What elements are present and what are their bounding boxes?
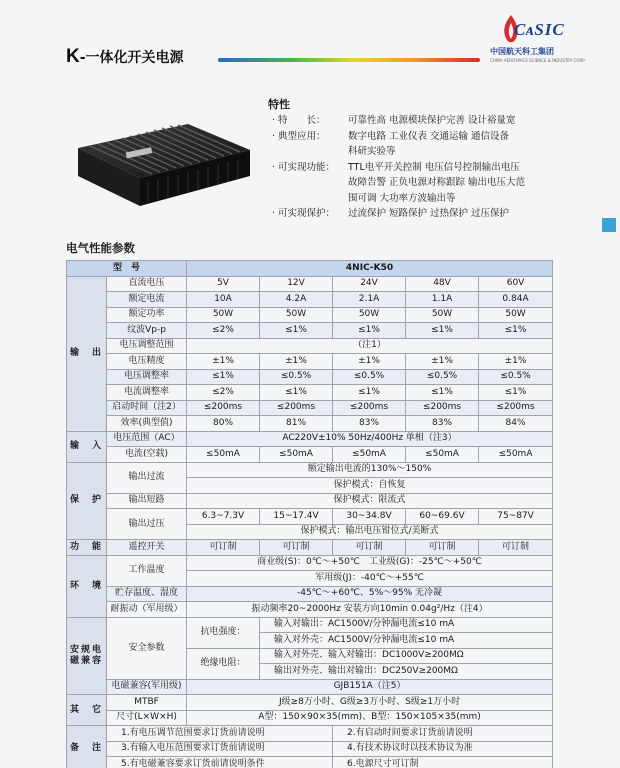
param-name: 输出过流 bbox=[107, 462, 187, 493]
group-other: 其 它 bbox=[67, 695, 107, 726]
note-item: 4.有技术协议时以技术协议为准 bbox=[333, 741, 553, 757]
spec-value: ±1% bbox=[187, 354, 260, 370]
spec-value: 75~87V bbox=[479, 509, 553, 525]
spec-value: ≤50mA bbox=[333, 447, 406, 463]
spec-value: 50W bbox=[260, 307, 333, 323]
model-name: 4NIC-K50 bbox=[187, 261, 553, 277]
spec-value: AC220V±10% 50Hz/400Hz 单相（注3） bbox=[187, 431, 553, 447]
param-name: 启动时间（注2） bbox=[107, 400, 187, 416]
spec-value: 2.1A bbox=[333, 292, 406, 308]
spec-value: ≤1% bbox=[333, 323, 406, 339]
spec-value: 24V bbox=[333, 276, 406, 292]
spec-value: ≤50mA bbox=[187, 447, 260, 463]
spec-value: 60V bbox=[479, 276, 553, 292]
spec-value: ≤0.5% bbox=[260, 369, 333, 385]
spec-value: 10A bbox=[187, 292, 260, 308]
model-label: 型 号 bbox=[67, 261, 187, 277]
spec-value: 输入对外壳、输入对输出：DC1000V≥200MΩ bbox=[260, 648, 553, 664]
spec-value: ≤200ms bbox=[479, 400, 553, 416]
feature-line bbox=[272, 129, 509, 144]
spec-value: ±1% bbox=[479, 354, 553, 370]
spec-value: ≤1% bbox=[333, 385, 406, 401]
spec-value: 81% bbox=[260, 416, 333, 432]
param-name: 电磁兼容(军用级) bbox=[107, 679, 187, 695]
table-row bbox=[67, 292, 553, 308]
spec-value: 商业级(S)：0℃～+50℃ 工业级(G)：-25℃～+50℃ bbox=[187, 555, 553, 571]
spec-value: 83% bbox=[333, 416, 406, 432]
feature-text: 故障告警 正负电源对称跟踪 输出电压大范 bbox=[348, 177, 526, 188]
table-row bbox=[67, 447, 553, 463]
spec-value: （注1） bbox=[187, 338, 553, 354]
spec-value: ≤200ms bbox=[187, 400, 260, 416]
features-heading: 特性 bbox=[268, 98, 290, 111]
param-name: 直流电压 bbox=[107, 276, 187, 292]
spec-value: ≤1% bbox=[187, 369, 260, 385]
table-row bbox=[67, 323, 553, 339]
group-protection: 保 护 bbox=[67, 462, 107, 540]
table-row bbox=[67, 509, 553, 525]
spec-value: 60~69.6V bbox=[406, 509, 479, 525]
spec-value: 80% bbox=[187, 416, 260, 432]
spec-value: ≤1% bbox=[479, 385, 553, 401]
spec-value: 50W bbox=[406, 307, 479, 323]
feature-line bbox=[272, 175, 525, 190]
spec-value: ≤1% bbox=[260, 323, 333, 339]
title-text: -一体化开关电源 bbox=[79, 50, 184, 66]
note-item: 6.电源尺寸可订制 bbox=[333, 757, 553, 768]
page-title bbox=[66, 46, 184, 68]
spec-value: ≤50mA bbox=[406, 447, 479, 463]
side-tab-marker bbox=[602, 218, 616, 232]
group-output: 输 出 bbox=[67, 276, 107, 431]
spec-value: 6.3~7.3V bbox=[187, 509, 260, 525]
table-row bbox=[67, 416, 553, 432]
feature-text: 围可调 大功率方波输出等 bbox=[348, 192, 456, 204]
feature-label: · 可实现保护： bbox=[272, 208, 336, 219]
table-row bbox=[67, 617, 553, 633]
spec-value: 30~34.8V bbox=[333, 509, 406, 525]
note-item: 2.有启动时间要求订货前请说明 bbox=[333, 726, 553, 742]
feature-text: 科研实验等 bbox=[348, 146, 396, 157]
group-input: 输 入 bbox=[67, 431, 107, 462]
spec-value: 输入对外壳：AC1500V/分钟漏电流≤10 mA bbox=[260, 633, 553, 649]
logo-english-name: CHINA AEROSPACE SCIENCE & INDUSTRY CORP bbox=[490, 58, 585, 63]
feature-text: 过流保护 短路保护 过热保护 过压保护 bbox=[348, 208, 510, 219]
spec-value: 4.2A bbox=[260, 292, 333, 308]
spec-value: ≤50mA bbox=[479, 447, 553, 463]
param-name: 电压范围（AC） bbox=[107, 431, 187, 447]
table-row bbox=[67, 431, 553, 447]
spec-value: 额定输出电流的130%～150% bbox=[187, 462, 553, 478]
spec-value: 输入对输出：AC1500V/分钟漏电流≤10 mA bbox=[260, 617, 553, 633]
spec-value: 1.1A bbox=[406, 292, 479, 308]
table-row bbox=[67, 307, 553, 323]
electrical-params-heading: 电气性能参数 bbox=[66, 241, 135, 255]
spec-value: ≤200ms bbox=[260, 400, 333, 416]
spec-value: 保护模式：自恢复 bbox=[187, 478, 553, 494]
feature-text: 可靠性高 电源模块保护完善 设计裕量宽 bbox=[348, 115, 516, 126]
group-notes: 备 注 bbox=[67, 726, 107, 768]
param-name: 电流调整率 bbox=[107, 385, 187, 401]
note-item: 1.有电压调节范围要求订货前请说明 bbox=[107, 726, 333, 742]
param-name: 效率(典型值) bbox=[107, 416, 187, 432]
spec-value: -45℃～+60℃、5%～95% 无冷凝 bbox=[187, 586, 553, 602]
note-item: 5.有电磁兼容要求订货前请说明条件 bbox=[107, 757, 333, 768]
feature-text: TTL电平开关控制 电压信号控制输出电压 bbox=[348, 161, 520, 173]
param-name: 输出过压 bbox=[107, 509, 187, 540]
table-row bbox=[67, 385, 553, 401]
logo-chinese-name: 中国航天科工集团 bbox=[490, 47, 554, 56]
rainbow-divider bbox=[218, 58, 480, 62]
param-name: 安全参数 bbox=[107, 617, 187, 679]
spec-value: GJB151A（注5） bbox=[187, 679, 553, 695]
spec-value: 输出对外壳、输出对输出：DC250V≥200MΩ bbox=[260, 664, 553, 680]
table-row bbox=[67, 695, 553, 711]
table-row bbox=[67, 493, 553, 509]
param-name: 额定功率 bbox=[107, 307, 187, 323]
spec-value: ≤1% bbox=[479, 323, 553, 339]
table-row bbox=[67, 400, 553, 416]
spec-value: 0.84A bbox=[479, 292, 553, 308]
param-name: 耐振动（军用级） bbox=[107, 602, 187, 618]
spec-value: A型：150×90×35(mm)、B型：150×105×35(mm) bbox=[187, 710, 553, 726]
param-name: 额定电流 bbox=[107, 292, 187, 308]
group-safety-emc: 安规电磁兼容 bbox=[67, 617, 107, 695]
table-row bbox=[67, 586, 553, 602]
spec-value: ≤1% bbox=[406, 323, 479, 339]
casic-logo bbox=[484, 8, 594, 70]
param-name: MTBF bbox=[107, 695, 187, 711]
spec-value: 可订制 bbox=[260, 540, 333, 556]
safety-sublabel: 抗电强度： bbox=[187, 617, 260, 648]
param-name: 尺寸(L×W×H) bbox=[107, 710, 187, 726]
spec-value: 振动频率20~2000Hz 安装方向10min 0.04g²/Hz（注4） bbox=[187, 602, 553, 618]
spec-value: ≤1% bbox=[406, 385, 479, 401]
param-name: 工作温度 bbox=[107, 555, 187, 586]
spec-value: 50W bbox=[333, 307, 406, 323]
feature-label: · 典型应用： bbox=[272, 130, 326, 142]
feature-line bbox=[272, 160, 520, 175]
table-row bbox=[67, 555, 553, 571]
spec-value: ≤200ms bbox=[333, 400, 406, 416]
spec-value: J级≥8万小时、G级≥3万小时、S级≥1万小时 bbox=[187, 695, 553, 711]
table-row bbox=[67, 757, 553, 768]
param-name: 电压精度 bbox=[107, 354, 187, 370]
spec-value: 50W bbox=[479, 307, 553, 323]
spec-value: 83% bbox=[406, 416, 479, 432]
group-environment: 环 境 bbox=[67, 555, 107, 617]
spec-value: ≤50mA bbox=[260, 447, 333, 463]
param-name: 输出短路 bbox=[107, 493, 187, 509]
table-row bbox=[67, 540, 553, 556]
spec-value: 50W bbox=[187, 307, 260, 323]
table-row bbox=[67, 710, 553, 726]
feature-line bbox=[272, 206, 509, 221]
group-function: 功 能 bbox=[67, 540, 107, 556]
table-row bbox=[67, 602, 553, 618]
spec-value: 84% bbox=[479, 416, 553, 432]
spec-value: ±1% bbox=[406, 354, 479, 370]
spec-value: ≤0.5% bbox=[333, 369, 406, 385]
table-row bbox=[67, 261, 553, 277]
table-row bbox=[67, 679, 553, 695]
spec-value: 5V bbox=[187, 276, 260, 292]
spec-value: ≤0.5% bbox=[406, 369, 479, 385]
table-row bbox=[67, 338, 553, 354]
feature-label: · 特 长： bbox=[272, 115, 326, 126]
spec-value: 可订制 bbox=[406, 540, 479, 556]
param-name: 遥控开关 bbox=[107, 540, 187, 556]
spec-value: 12V bbox=[260, 276, 333, 292]
spec-value: ≤1% bbox=[260, 385, 333, 401]
spec-value: 48V bbox=[406, 276, 479, 292]
param-name: 电流(空载) bbox=[107, 447, 187, 463]
param-name: 电压调整率 bbox=[107, 369, 187, 385]
table-row bbox=[67, 276, 553, 292]
spec-value: ±1% bbox=[260, 354, 333, 370]
feature-label: · 可实现功能： bbox=[272, 161, 336, 173]
spec-value: 保护模式：限流式 bbox=[187, 493, 553, 509]
title-letter: K bbox=[66, 46, 80, 67]
spec-value: ≤2% bbox=[187, 323, 260, 339]
spec-value: 保护模式：输出电压钳位式/美断式 bbox=[187, 524, 553, 540]
power-supply-product-photo bbox=[68, 110, 258, 214]
spec-value: 可订制 bbox=[479, 540, 553, 556]
table-row bbox=[67, 369, 553, 385]
spec-value: 军用级(J)：-40℃～+55℃ bbox=[187, 571, 553, 587]
spec-value: ≤200ms bbox=[406, 400, 479, 416]
table-row bbox=[67, 726, 553, 742]
spec-value: ≤2% bbox=[187, 385, 260, 401]
spec-table bbox=[66, 260, 553, 768]
feature-line bbox=[272, 144, 396, 159]
table-row bbox=[67, 354, 553, 370]
feature-line bbox=[272, 191, 456, 206]
param-name: 纹波Vp-p bbox=[107, 323, 187, 339]
spec-value: 可订制 bbox=[333, 540, 406, 556]
param-name: 贮存温度、湿度 bbox=[107, 586, 187, 602]
feature-text: 数字电路 工业仪表 交通运输 通信设备 bbox=[348, 130, 510, 142]
param-name: 电压调整范围 bbox=[107, 338, 187, 354]
spec-value: 15~17.4V bbox=[260, 509, 333, 525]
table-row bbox=[67, 462, 553, 478]
safety-sublabel: 绝缘电阻： bbox=[187, 648, 260, 679]
logo-wordmark: CᴀSIC bbox=[514, 20, 565, 39]
table-row bbox=[67, 741, 553, 757]
note-item: 3.有输入电压范围要求订货前请说明 bbox=[107, 741, 333, 757]
spec-value: 可订制 bbox=[187, 540, 260, 556]
spec-value: ±1% bbox=[333, 354, 406, 370]
feature-line bbox=[272, 113, 516, 128]
spec-value: ≤0.5% bbox=[479, 369, 553, 385]
